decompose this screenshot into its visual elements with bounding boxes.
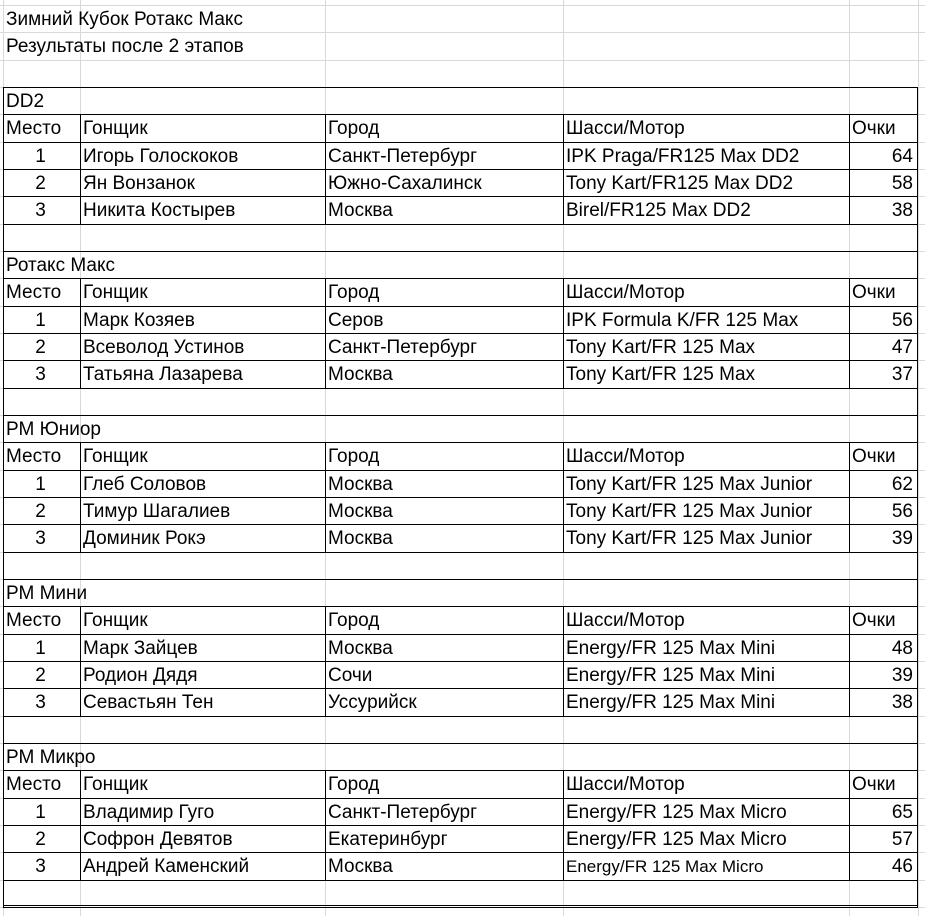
cell-chassis: Energy/FR 125 Max Mini xyxy=(566,692,776,713)
section-border-right xyxy=(917,579,918,743)
cell-city: Южно-Сахалинск xyxy=(328,173,482,194)
column-border xyxy=(849,278,850,388)
cell-points: 37 xyxy=(891,364,913,385)
cell-driver: Родион Дядя xyxy=(83,665,198,686)
column-border xyxy=(325,442,326,552)
column-border xyxy=(80,278,81,388)
header-points: Очки xyxy=(852,610,896,631)
cell-points: 57 xyxy=(891,829,913,850)
row-border xyxy=(3,552,918,553)
cell-driver: Севастьян Тен xyxy=(83,692,214,713)
cell-chassis: Birel/FR125 Max DD2 xyxy=(566,200,751,221)
cell-place: 1 xyxy=(35,638,46,659)
cell-driver: Марк Зайцев xyxy=(83,638,198,659)
cell-city: Москва xyxy=(328,364,393,385)
cell-city: Москва xyxy=(328,501,393,522)
cell-driver: Софрон Девятов xyxy=(83,829,233,850)
cell-chassis: Tony Kart/FR 125 Max xyxy=(566,337,756,358)
column-border xyxy=(325,278,326,388)
class-title: РМ Мини xyxy=(6,583,88,604)
cell-points: 46 xyxy=(891,856,913,877)
cell-city: Москва xyxy=(328,528,393,549)
header-driver: Гонщик xyxy=(83,282,148,303)
cell-place: 3 xyxy=(35,364,46,385)
column-border xyxy=(849,606,850,716)
section-border-right xyxy=(917,415,918,579)
header-points: Очки xyxy=(852,118,896,139)
section-border-bottom xyxy=(3,907,918,908)
cell-place: 3 xyxy=(35,200,46,221)
cell-points: 64 xyxy=(891,146,913,167)
cell-points: 38 xyxy=(891,200,913,221)
cell-chassis: IPK Formula K/FR 125 Max xyxy=(566,310,799,331)
header-driver: Гонщик xyxy=(83,118,148,139)
column-border xyxy=(563,278,564,388)
cell-chassis: Tony Kart/FR125 Max DD2 xyxy=(566,173,794,194)
cell-points: 56 xyxy=(891,310,913,331)
cell-city: Екатеринбург xyxy=(328,829,448,850)
header-city: Город xyxy=(328,118,380,139)
header-place: Место xyxy=(6,118,62,139)
cell-place: 1 xyxy=(35,310,46,331)
cell-place: 1 xyxy=(35,146,46,167)
cell-driver: Ян Вонзанок xyxy=(83,173,195,194)
cell-driver: Всеволод Устинов xyxy=(83,337,245,358)
header-place: Место xyxy=(6,446,62,467)
page-title: Зимний Кубок Ротакс Макс xyxy=(6,9,243,30)
header-city: Город xyxy=(328,282,380,303)
column-border xyxy=(80,114,81,224)
cell-driver: Татьяна Лазарева xyxy=(83,364,243,385)
cell-place: 1 xyxy=(35,802,46,823)
cell-place: 2 xyxy=(35,173,46,194)
header-city: Город xyxy=(328,610,380,631)
column-border xyxy=(563,114,564,224)
cell-driver: Тимур Шагалиев xyxy=(83,501,231,522)
row-border xyxy=(3,224,918,225)
cell-points: 62 xyxy=(891,474,913,495)
footer-border xyxy=(3,905,918,906)
cell-chassis: Energy/FR 125 Max Mini xyxy=(566,665,776,686)
column-border xyxy=(563,442,564,552)
section-border-left xyxy=(3,87,4,251)
column-border xyxy=(563,606,564,716)
cell-chassis: IPK Praga/FR125 Max DD2 xyxy=(566,146,800,167)
cell-driver: Марк Козяев xyxy=(83,310,195,331)
cell-driver: Доминик Рокэ xyxy=(83,528,206,549)
cell-place: 3 xyxy=(35,856,46,877)
cell-points: 38 xyxy=(891,692,913,713)
cell-chassis: Energy/FR 125 Max Micro xyxy=(566,802,787,823)
header-points: Очки xyxy=(852,774,896,795)
column-border xyxy=(849,114,850,224)
page-subtitle: Результаты после 2 этапов xyxy=(6,36,244,57)
column-border xyxy=(80,770,81,880)
section-border-left xyxy=(3,579,4,743)
section-border-right xyxy=(917,743,918,907)
grid-row-line xyxy=(0,60,925,61)
row-border xyxy=(3,716,918,717)
cell-place: 2 xyxy=(35,501,46,522)
column-border xyxy=(325,114,326,224)
cell-points: 65 xyxy=(891,802,913,823)
cell-chassis: Tony Kart/FR 125 Max xyxy=(566,364,756,385)
column-border xyxy=(849,442,850,552)
class-title: РМ Микро xyxy=(6,747,96,768)
cell-place: 2 xyxy=(35,337,46,358)
column-border xyxy=(849,770,850,880)
cell-chassis: Energy/FR 125 Max Micro xyxy=(566,829,787,850)
cell-place: 3 xyxy=(35,528,46,549)
cell-place: 1 xyxy=(35,474,46,495)
header-chassis: Шасси/Мотор xyxy=(566,610,685,631)
cell-city: Москва xyxy=(328,200,393,221)
cell-city: Серов xyxy=(328,310,384,331)
header-place: Место xyxy=(6,282,62,303)
cell-driver: Глеб Соловов xyxy=(83,474,207,495)
cell-chassis: Tony Kart/FR 125 Max Junior xyxy=(566,501,813,522)
cell-city: Санкт-Петербург xyxy=(328,146,478,167)
column-border xyxy=(563,770,564,880)
cell-points: 48 xyxy=(891,638,913,659)
cell-city: Уссурийск xyxy=(328,692,417,713)
row-border xyxy=(3,388,918,389)
header-place: Место xyxy=(6,610,62,631)
class-title: Ротакс Макс xyxy=(6,255,115,276)
cell-driver: Владимир Гуго xyxy=(83,802,215,823)
header-chassis: Шасси/Мотор xyxy=(566,446,685,467)
cell-chassis: Tony Kart/FR 125 Max Junior xyxy=(566,528,813,549)
cell-chassis: Tony Kart/FR 125 Max Junior xyxy=(566,474,813,495)
header-place: Место xyxy=(6,774,62,795)
cell-points: 39 xyxy=(891,665,913,686)
cell-driver: Андрей Каменский xyxy=(83,856,250,877)
column-border xyxy=(325,770,326,880)
section-border-left xyxy=(3,251,4,415)
header-city: Город xyxy=(328,774,380,795)
column-border xyxy=(325,606,326,716)
cell-points: 58 xyxy=(891,173,913,194)
cell-city: Сочи xyxy=(328,665,373,686)
header-chassis: Шасси/Мотор xyxy=(566,118,685,139)
header-driver: Гонщик xyxy=(83,610,148,631)
column-border xyxy=(80,442,81,552)
cell-points: 56 xyxy=(891,501,913,522)
cell-driver: Никита Костырев xyxy=(83,200,236,221)
cell-place: 3 xyxy=(35,692,46,713)
section-border-left xyxy=(3,743,4,907)
cell-city: Москва xyxy=(328,474,393,495)
header-points: Очки xyxy=(852,282,896,303)
cell-driver: Игорь Голоскоков xyxy=(83,146,239,167)
cell-city: Москва xyxy=(328,856,393,877)
cell-place: 2 xyxy=(35,665,46,686)
header-chassis: Шасси/Мотор xyxy=(566,774,685,795)
class-title: DD2 xyxy=(6,91,45,112)
cell-city: Санкт-Петербург xyxy=(328,802,478,823)
cell-chassis: Energy/FR 125 Max Micro xyxy=(566,857,764,876)
cell-chassis: Energy/FR 125 Max Mini xyxy=(566,638,776,659)
header-chassis: Шасси/Мотор xyxy=(566,282,685,303)
section-border-right xyxy=(917,87,918,251)
cell-city: Санкт-Петербург xyxy=(328,337,478,358)
header-driver: Гонщик xyxy=(83,774,148,795)
section-border-left xyxy=(3,415,4,579)
cell-points: 39 xyxy=(891,528,913,549)
section-border-right xyxy=(917,251,918,415)
header-city: Город xyxy=(328,446,380,467)
class-title: РМ Юниор xyxy=(6,419,101,440)
grid-col-line xyxy=(918,0,919,916)
cell-city: Москва xyxy=(328,638,393,659)
header-points: Очки xyxy=(852,446,896,467)
column-border xyxy=(80,606,81,716)
cell-points: 47 xyxy=(891,337,913,358)
header-driver: Гонщик xyxy=(83,446,148,467)
row-border xyxy=(3,880,918,881)
cell-place: 2 xyxy=(35,829,46,850)
